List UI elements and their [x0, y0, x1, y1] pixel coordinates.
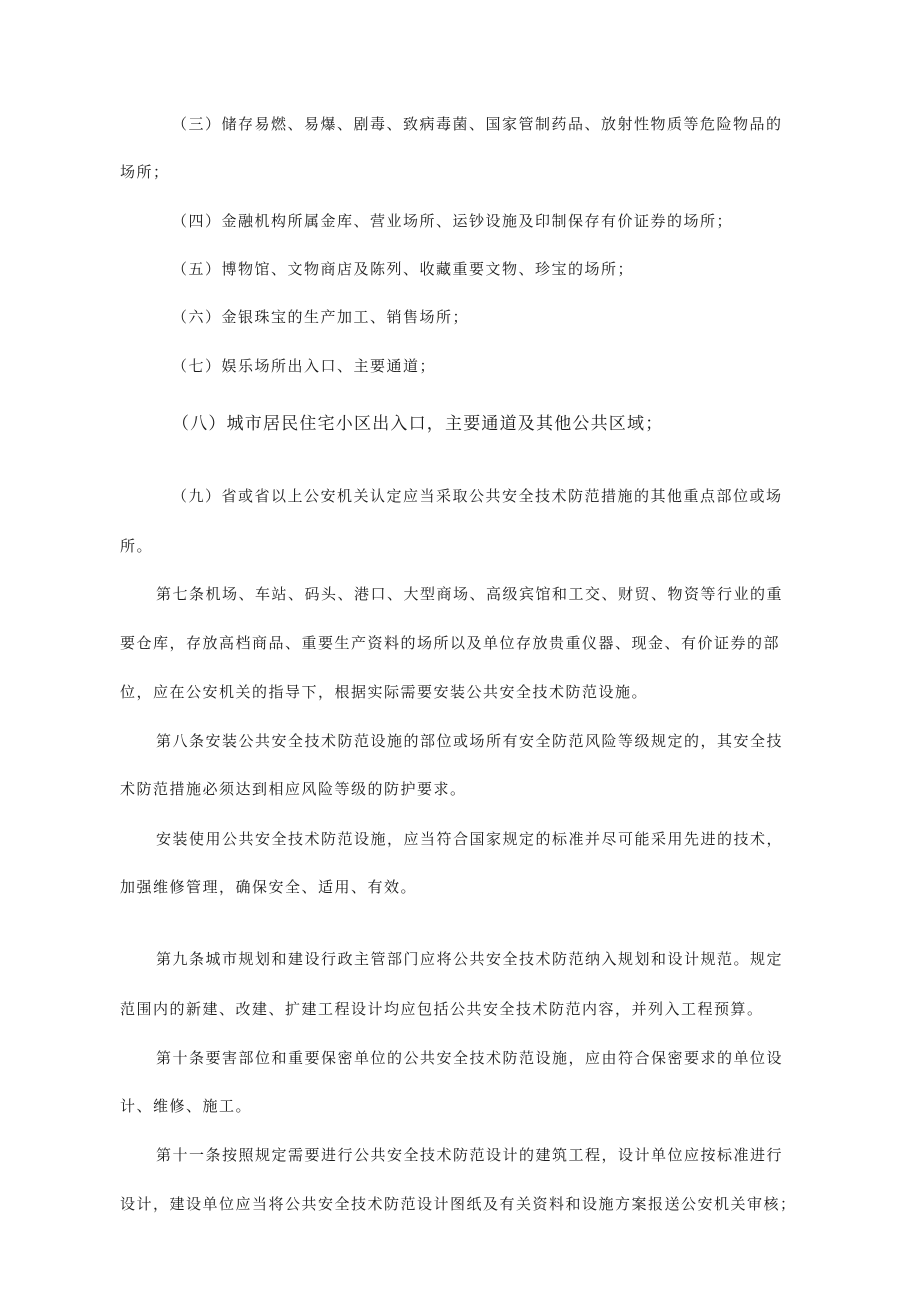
text-line: 场所； — [120, 163, 170, 181]
text-line: （六）金银珠宝的生产加工、销售场所； — [172, 308, 470, 326]
text-line: （七）娱乐场所出入口、主要通道； — [172, 357, 437, 375]
text-line: 第九条城市规划和建设行政主管部门应将公共安全技术防范纳入规划和设计规范。规定 — [156, 950, 784, 968]
text-line: 加强维修管理，确保安全、适用、有效。 — [120, 878, 418, 896]
text-line: （八）城市居民住宅小区出入口，主要通道及其他公共区域； — [172, 414, 664, 434]
text-line: （五）博物馆、文物商店及陈列、收藏重要文物、珍宝的场所； — [172, 260, 635, 278]
text-line: 要仓库，存放高档商品、重要生产资料的场所以及单位存放贵重仪器、现金、有价证券的部 — [120, 634, 781, 652]
text-line: （四）金融机构所属金库、营业场所、运钞设施及印制保存有价证券的场所； — [172, 212, 734, 230]
text-line: 第十条要害部位和重要保密单位的公共安全技术防范设施，应由符合保密要求的单位设 — [156, 1049, 784, 1067]
text-line: 第七条机场、车站、码头、港口、大型商场、高级宾馆和工交、财贸、物资等行业的重 — [156, 585, 784, 603]
text-line: 第八条安装公共安全技术防范设施的部位或场所有安全防范风险等级规定的，其安全技 — [156, 732, 784, 750]
text-line: 术防范措施必须达到相应风险等级的防护要求。 — [120, 780, 467, 798]
text-line: 安装使用公共安全技术防范设施，应当符合国家规定的标准并尽可能采用先进的技术， — [156, 830, 784, 848]
text-line: 位，应在公安机关的指导下，根据实际需要安装公共安全技术防范设施。 — [120, 683, 649, 701]
text-line: 第十一条按照规定需要进行公共安全技术防范设计的建筑工程，设计单位应按标准进行 — [156, 1146, 784, 1164]
text-line: 设计，建设单位应当将公共安全技术防范设计图纸及有关资料和设施方案报送公安机关审核； — [120, 1195, 797, 1213]
text-line: （九）省或省以上公安机关认定应当采取公共安全技术防范措施的其他重点部位或场 — [172, 487, 783, 505]
text-line: 所。 — [120, 537, 154, 555]
text-line: 计、维修、施工。 — [120, 1097, 253, 1115]
text-line: （三）储存易燃、易爆、剧毒、致病毒菌、国家管制药品、放射性物质等危险物品的 — [172, 115, 783, 133]
text-line: 范围内的新建、改建、扩建工程设计均应包括公共安全技术防范内容，并列入工程预算。 — [120, 1000, 764, 1018]
